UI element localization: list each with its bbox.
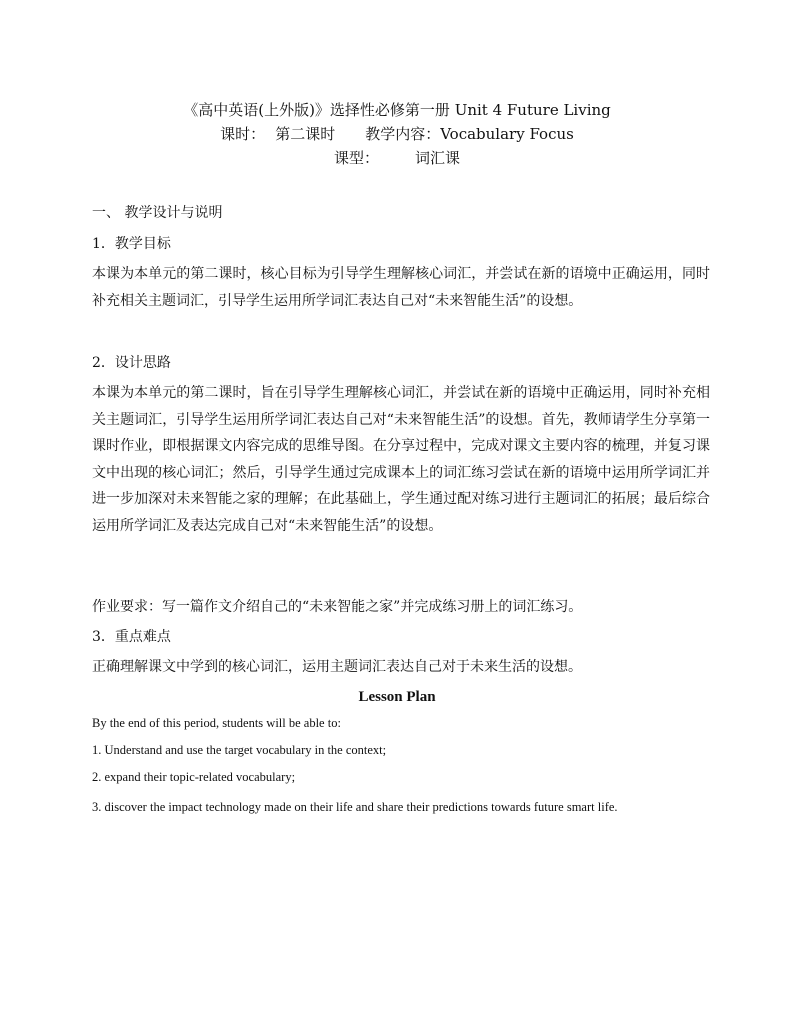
lesson-info-line bbox=[0, 124, 794, 144]
period-label: 课时： bbox=[220, 125, 266, 143]
key-points-heading: 3．重点难点 bbox=[92, 629, 171, 645]
section-heading: 一、 教学设计与说明 bbox=[92, 205, 223, 221]
lesson-plan-intro: By the end of this period, students will be able to: bbox=[92, 716, 341, 730]
document-title: 《高中英语(上外版)》选择性必修第一册 Unit 4 Future Living bbox=[183, 101, 611, 119]
type-label: 课型： bbox=[333, 149, 379, 167]
homework-requirement: 作业要求：写一篇作文介绍自己的“未来智能之家”并完成练习册上的词汇练习。 bbox=[92, 599, 583, 615]
content-label: 教学内容：Vocabulary Focus bbox=[365, 125, 574, 143]
type-value: 词汇课 bbox=[415, 149, 461, 167]
objectives-paragraph: 本课为本单元的第二课时，核心目标为引导学生理解核心词汇，并尝试在新的语境中正确运用，同时补充相关主题词汇，引导学生运用所学词汇表达自己对“未来智能生活”的设想。 bbox=[92, 266, 710, 309]
lesson-goal-1: 1. Understand and use the target vocabulary in the context; bbox=[92, 743, 387, 757]
objectives-heading: 1．教学目标 bbox=[92, 236, 171, 252]
design-paragraph: 本课为本单元的第二课时，旨在引导学生理解核心词汇，并尝试在新的语境中正确运用，同时补充相关主题词汇，引导学生运用所学词汇表达自己对“未来智能生活”的设想。首先，教师请学生分享第一课时作业，即根据课文内容完成的思维导图。在分享过程中，完成对课文主要内容的梳理，并复习课文中出现的核心词汇；然后，引导学生通过完成课本上的词汇练习尝试在新的语境中运用所学词汇并进一步加深对未来智能之家的理解；在此基础上，学生通过配对练习进行主题词汇的拓展；最后综合运用所学词汇及表达完成自己对“未来智能生活”的设想。 bbox=[92, 385, 710, 534]
lesson-type-line bbox=[0, 148, 794, 168]
lesson-goal-2: 2. expand their topic-related vocabulary; bbox=[92, 770, 296, 784]
key-points-text: 正确理解课文中学到的核心词汇，运用主题词汇表达自己对于未来生活的设想。 bbox=[92, 659, 582, 675]
lesson-plan-title: Lesson Plan bbox=[358, 689, 436, 705]
period-value: 第二课时 bbox=[275, 125, 336, 143]
lesson-goal-3: 3. discover the impact technology made on their life and share their predictions towards future smart life. bbox=[92, 800, 618, 814]
design-heading: 2．设计思路 bbox=[92, 355, 171, 371]
